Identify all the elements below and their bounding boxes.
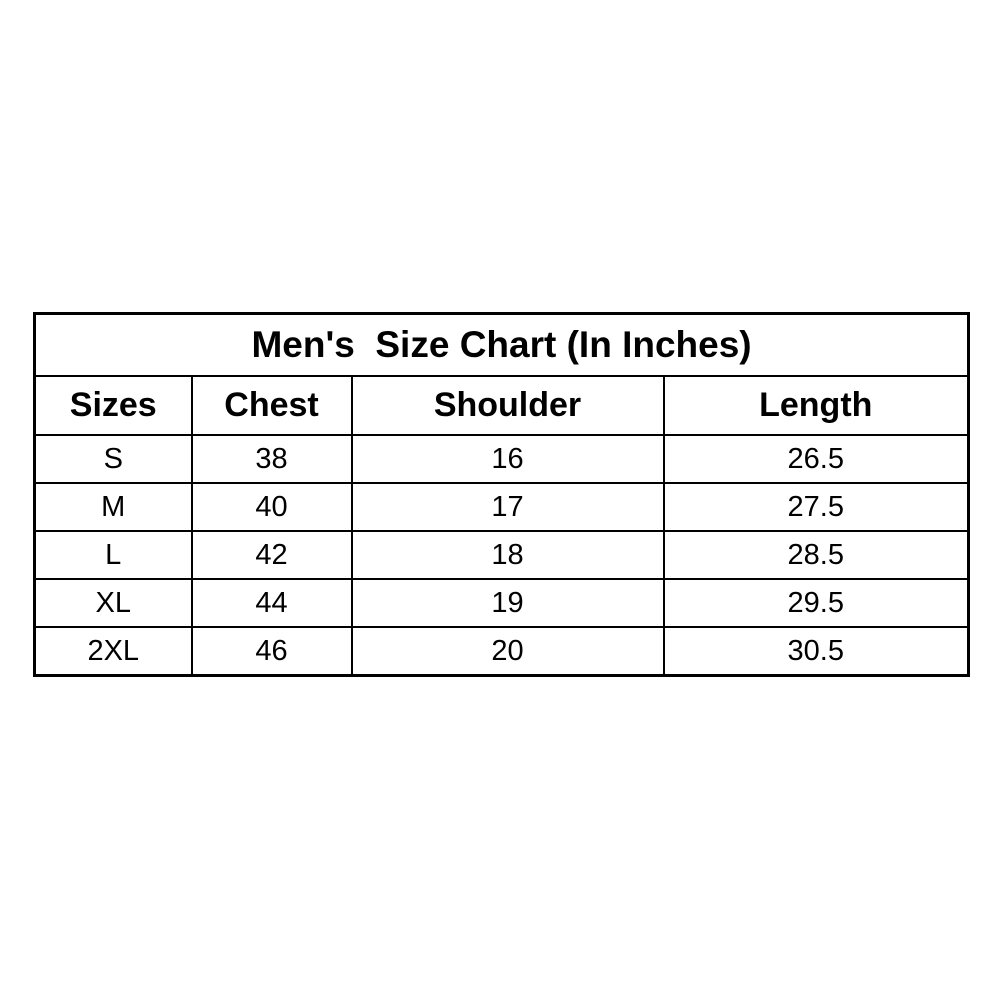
cell-chest: 40 bbox=[192, 483, 352, 531]
cell-shoulder: 16 bbox=[352, 435, 664, 483]
cell-size: M bbox=[35, 483, 192, 531]
title-row bbox=[35, 314, 969, 377]
table-row bbox=[35, 435, 969, 483]
cell-length: 26.5 bbox=[664, 435, 969, 483]
size-chart-table bbox=[33, 312, 970, 677]
cell-size: XL bbox=[35, 579, 192, 627]
table-row bbox=[35, 627, 969, 676]
cell-chest: 42 bbox=[192, 531, 352, 579]
column-header-length: Length bbox=[664, 376, 969, 435]
cell-size: L bbox=[35, 531, 192, 579]
column-header-chest: Chest bbox=[192, 376, 352, 435]
table-row bbox=[35, 579, 969, 627]
cell-shoulder: 18 bbox=[352, 531, 664, 579]
cell-chest: 46 bbox=[192, 627, 352, 676]
cell-shoulder: 17 bbox=[352, 483, 664, 531]
cell-length: 28.5 bbox=[664, 531, 969, 579]
table-row bbox=[35, 531, 969, 579]
table-title: Men's Size Chart (In Inches) bbox=[35, 314, 969, 377]
cell-shoulder: 19 bbox=[352, 579, 664, 627]
cell-chest: 44 bbox=[192, 579, 352, 627]
cell-shoulder: 20 bbox=[352, 627, 664, 676]
column-header-sizes: Sizes bbox=[35, 376, 192, 435]
cell-size: S bbox=[35, 435, 192, 483]
cell-length: 27.5 bbox=[664, 483, 969, 531]
cell-size: 2XL bbox=[35, 627, 192, 676]
cell-chest: 38 bbox=[192, 435, 352, 483]
column-header-shoulder: Shoulder bbox=[352, 376, 664, 435]
size-chart-container bbox=[33, 312, 967, 677]
header-row bbox=[35, 376, 969, 435]
table-row bbox=[35, 483, 969, 531]
cell-length: 30.5 bbox=[664, 627, 969, 676]
cell-length: 29.5 bbox=[664, 579, 969, 627]
